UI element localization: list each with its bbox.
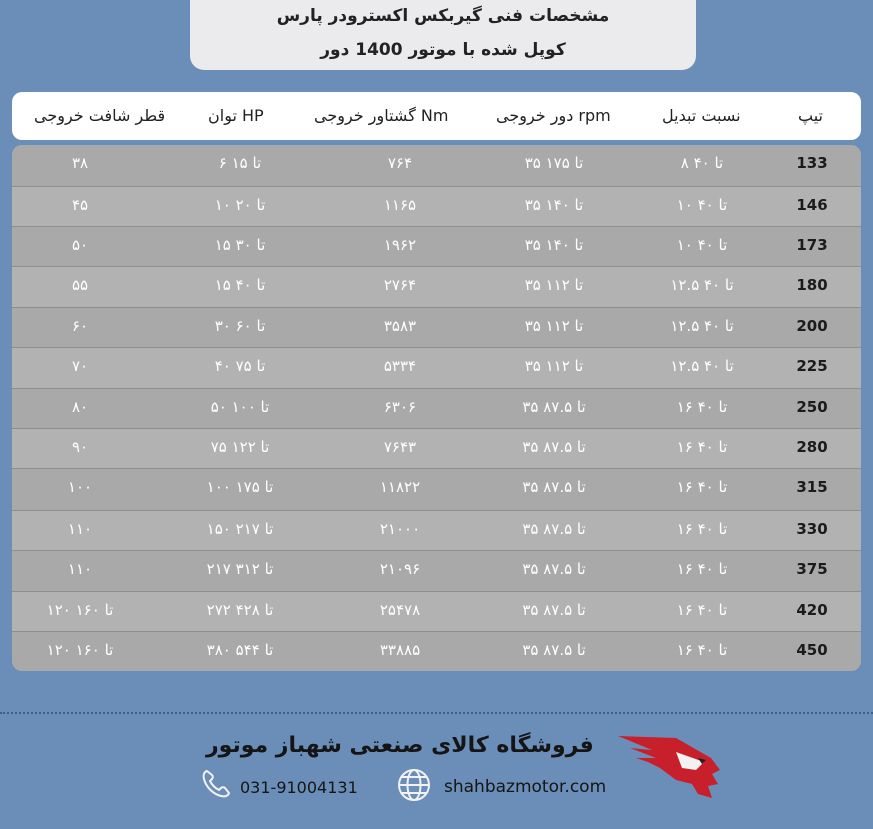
cell-rpm: ۳۵ تا ۸۷.۵ <box>522 560 586 578</box>
cell-type: 450 <box>796 641 828 659</box>
table-row <box>12 267 861 308</box>
phone-number[interactable]: 031-91004131 <box>240 778 358 797</box>
cell-shaft: ۱۱۰ <box>67 560 93 578</box>
header-hp: توان HP <box>208 106 264 125</box>
cell-shaft: ۱۰۰ <box>67 478 93 496</box>
cell-rpm: ۳۵ تا ۸۷.۵ <box>522 438 586 456</box>
cell-ratio: ۱۰ تا ۴۰ <box>676 196 728 214</box>
table-row <box>12 308 861 348</box>
cell-hp: ۱۵ تا ۳۰ <box>214 236 266 254</box>
cell-ratio: ۸ تا ۴۰ <box>680 154 724 172</box>
cell-torque: ۵۳۳۴ <box>383 357 417 375</box>
table-row <box>12 187 861 227</box>
cell-torque: ۶۳۰۶ <box>383 398 417 416</box>
cell-shaft: ۱۲۰ تا ۱۶۰ <box>46 601 114 619</box>
cell-torque: ۳۳۸۸۵ <box>379 641 421 659</box>
phone-icon <box>200 768 232 800</box>
cell-ratio: ۱۶ تا ۴۰ <box>676 601 728 619</box>
cell-type: 315 <box>796 478 828 496</box>
cell-type: 375 <box>796 560 828 578</box>
cell-ratio: ۱۲.۵ تا ۴۰ <box>670 357 734 375</box>
cell-hp: ۲۱۷ تا ۳۱۲ <box>206 560 274 578</box>
cell-type: 330 <box>796 520 828 538</box>
data-table <box>12 145 861 671</box>
cell-type: 180 <box>796 276 828 294</box>
cell-rpm: ۳۵ تا ۸۷.۵ <box>522 478 586 496</box>
cell-shaft: ۴۵ <box>71 196 89 214</box>
cell-type: 200 <box>796 317 828 335</box>
cell-rpm: ۳۵ تا ۸۷.۵ <box>522 601 586 619</box>
cell-shaft: ۶۰ <box>71 317 89 335</box>
cell-torque: ۲۵۴۷۸ <box>379 601 421 619</box>
cell-rpm: ۳۵ تا ۱۱۲ <box>524 357 584 375</box>
cell-ratio: ۱۶ تا ۴۰ <box>676 438 728 456</box>
cell-hp: ۱۵۰ تا ۲۱۷ <box>206 520 274 538</box>
header-shaft: قطر شافت خروجی <box>34 106 166 125</box>
cell-hp: ۶ تا ۱۵ <box>218 154 262 172</box>
cell-hp: ۵۰ تا ۱۰۰ <box>210 398 270 416</box>
title-box <box>190 0 696 70</box>
cell-rpm: ۳۵ تا ۱۴۰ <box>524 236 584 254</box>
table-row <box>12 227 861 267</box>
cell-type: 146 <box>796 196 828 214</box>
table-row <box>12 632 861 671</box>
cell-hp: ۴۰ تا ۷۵ <box>214 357 266 375</box>
cell-shaft: ۵۰ <box>71 236 89 254</box>
cell-shaft: ۳۸ <box>71 154 89 172</box>
cell-hp: ۱۵ تا ۴۰ <box>214 276 266 294</box>
cell-torque: ۲۱۰۹۶ <box>379 560 421 578</box>
cell-shaft: ۵۵ <box>71 276 89 294</box>
table-header <box>12 92 861 140</box>
table-row <box>12 429 861 469</box>
cell-hp: ۱۰۰ تا ۱۷۵ <box>206 478 274 496</box>
table-row <box>12 551 861 592</box>
cell-torque: ۷۶۴۳ <box>383 438 417 456</box>
cell-type: 280 <box>796 438 828 456</box>
table-row <box>12 511 861 551</box>
header-torque: گشتاور خروجی Nm <box>314 106 449 125</box>
cell-ratio: ۱۰ تا ۴۰ <box>676 236 728 254</box>
cell-torque: ۱۱۸۲۲ <box>379 478 421 496</box>
cell-torque: ۱۱۶۵ <box>383 196 417 214</box>
cell-hp: ۳۸۰ تا ۵۴۴ <box>206 641 274 659</box>
table-row <box>12 389 861 429</box>
header-rpm: دور خروجی rpm <box>496 106 611 125</box>
page-subtitle: کوپل شده با موتور 1400 دور <box>320 40 566 60</box>
eagle-logo-icon <box>616 728 724 802</box>
cell-hp: ۲۷۲ تا ۴۲۸ <box>206 601 274 619</box>
cell-shaft: ۱۲۰ تا ۱۶۰ <box>46 641 114 659</box>
cell-torque: ۳۵۸۳ <box>383 317 417 335</box>
cell-hp: ۳۰ تا ۶۰ <box>214 317 266 335</box>
cell-ratio: ۱۲.۵ تا ۴۰ <box>670 276 734 294</box>
cell-torque: ۲۱۰۰۰ <box>379 520 421 538</box>
cell-rpm: ۳۵ تا ۱۷۵ <box>524 154 584 172</box>
cell-torque: ۱۹۶۲ <box>383 236 417 254</box>
cell-rpm: ۳۵ تا ۱۴۰ <box>524 196 584 214</box>
website-link[interactable]: shahbazmotor.com <box>444 777 607 797</box>
cell-type: 250 <box>796 398 828 416</box>
globe-icon <box>397 768 431 802</box>
table-row <box>12 469 861 511</box>
cell-rpm: ۳۵ تا ۸۷.۵ <box>522 520 586 538</box>
cell-rpm: ۳۵ تا ۸۷.۵ <box>522 641 586 659</box>
cell-ratio: ۱۶ تا ۴۰ <box>676 560 728 578</box>
cell-rpm: ۳۵ تا ۸۷.۵ <box>522 398 586 416</box>
cell-type: 420 <box>796 601 828 619</box>
cell-type: 225 <box>796 357 828 375</box>
cell-shaft: ۹۰ <box>71 438 89 456</box>
cell-ratio: ۱۶ تا ۴۰ <box>676 478 728 496</box>
cell-ratio: ۱۶ تا ۴۰ <box>676 520 728 538</box>
cell-ratio: ۱۲.۵ تا ۴۰ <box>670 317 734 335</box>
cell-ratio: ۱۶ تا ۴۰ <box>676 398 728 416</box>
cell-type: 173 <box>796 236 828 254</box>
cell-torque: ۲۷۶۴ <box>383 276 417 294</box>
divider <box>0 712 873 714</box>
cell-type: 133 <box>796 154 828 172</box>
table-row <box>12 145 861 187</box>
cell-rpm: ۳۵ تا ۱۱۲ <box>524 317 584 335</box>
cell-shaft: ۸۰ <box>71 398 89 416</box>
header-type: تیپ <box>798 106 823 125</box>
cell-rpm: ۳۵ تا ۱۱۲ <box>524 276 584 294</box>
page-title: مشخصات فنی گیربکس اکسترودر پارس <box>276 6 610 26</box>
cell-shaft: ۷۰ <box>71 357 89 375</box>
cell-ratio: ۱۶ تا ۴۰ <box>676 641 728 659</box>
header-ratio: نسبت تبدیل <box>662 106 741 125</box>
cell-hp: ۱۰ تا ۲۰ <box>214 196 266 214</box>
company-name: فروشگاه کالای صنعتی شهباز موتور <box>206 733 594 758</box>
cell-torque: ۷۶۴ <box>387 154 413 172</box>
table-row <box>12 592 861 632</box>
cell-shaft: ۱۱۰ <box>67 520 93 538</box>
table-row <box>12 348 861 389</box>
cell-hp: ۷۵ تا ۱۲۲ <box>210 438 270 456</box>
